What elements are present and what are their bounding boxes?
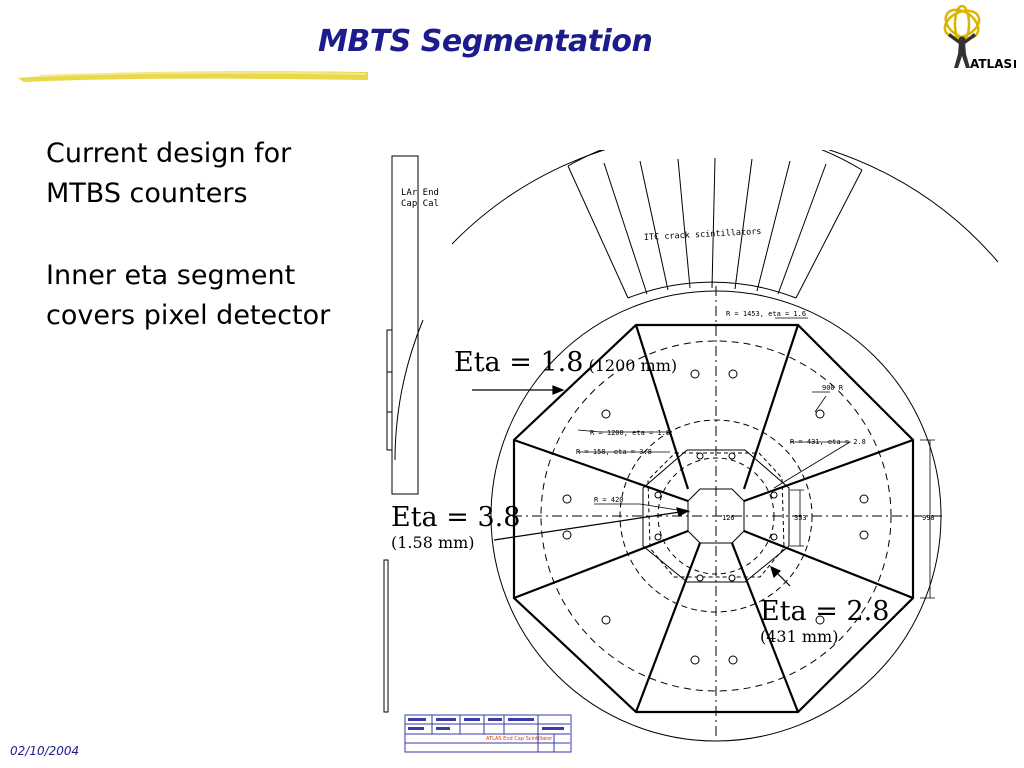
r431-label: R = 431, eta = 2.8 bbox=[790, 438, 866, 446]
eta38-note: (1.58 mm) bbox=[391, 533, 475, 552]
drawing-title-block bbox=[404, 714, 574, 754]
eta38-callout bbox=[391, 502, 520, 552]
support-bar bbox=[384, 560, 388, 712]
r900-label: 900 R bbox=[822, 384, 844, 392]
eta28-label: Eta = 2.8 bbox=[760, 596, 890, 627]
eta28-arrow bbox=[776, 572, 790, 586]
titleblock-caption: ATLAS End Cap Scintillator bbox=[486, 736, 553, 742]
dim-998: 998 bbox=[922, 514, 935, 522]
lar-label-2: Cap Cal bbox=[401, 199, 439, 209]
bullet-line: MTBS counters bbox=[46, 178, 248, 209]
eta28-callout bbox=[760, 596, 889, 646]
atlas-logo-text: ATLAS bbox=[970, 57, 1013, 71]
dim-353: 353 bbox=[794, 514, 807, 522]
atlas-logo bbox=[928, 2, 1020, 78]
bullet-line: Inner eta segment bbox=[46, 260, 296, 291]
outer-arc bbox=[452, 150, 998, 262]
eta18-note: (1200 mm) bbox=[588, 356, 678, 375]
eta38-label: Eta = 3.8 bbox=[391, 502, 521, 533]
bullet-line: covers pixel detector bbox=[46, 300, 331, 331]
lar-label-1: LAr End bbox=[401, 188, 439, 198]
r158-label: R = 158, eta = 3.8 bbox=[576, 448, 652, 456]
bullet-text bbox=[46, 134, 330, 336]
mbts-drawing bbox=[366, 150, 1024, 762]
outer-octagon bbox=[514, 325, 913, 712]
r420-label: R = 420 bbox=[594, 496, 624, 504]
eta18-callout bbox=[454, 347, 677, 378]
dim-126: 126 bbox=[722, 514, 735, 522]
slide-title: MBTS Segmentation bbox=[318, 24, 653, 59]
title-swoosh bbox=[0, 60, 370, 86]
itc-label: ITC crack scintillators bbox=[643, 226, 762, 243]
slide-date: 02/10/2004 bbox=[10, 744, 80, 758]
r1453-label: R = 1453, eta = 1.6 bbox=[726, 310, 807, 318]
bullet-line: Current design for bbox=[46, 138, 292, 169]
eta28-note: (431 mm) bbox=[760, 627, 839, 646]
r1200-label: R = 1200, eta = 1.8 bbox=[590, 429, 671, 437]
eta18-label: Eta = 1.8 bbox=[454, 347, 584, 378]
